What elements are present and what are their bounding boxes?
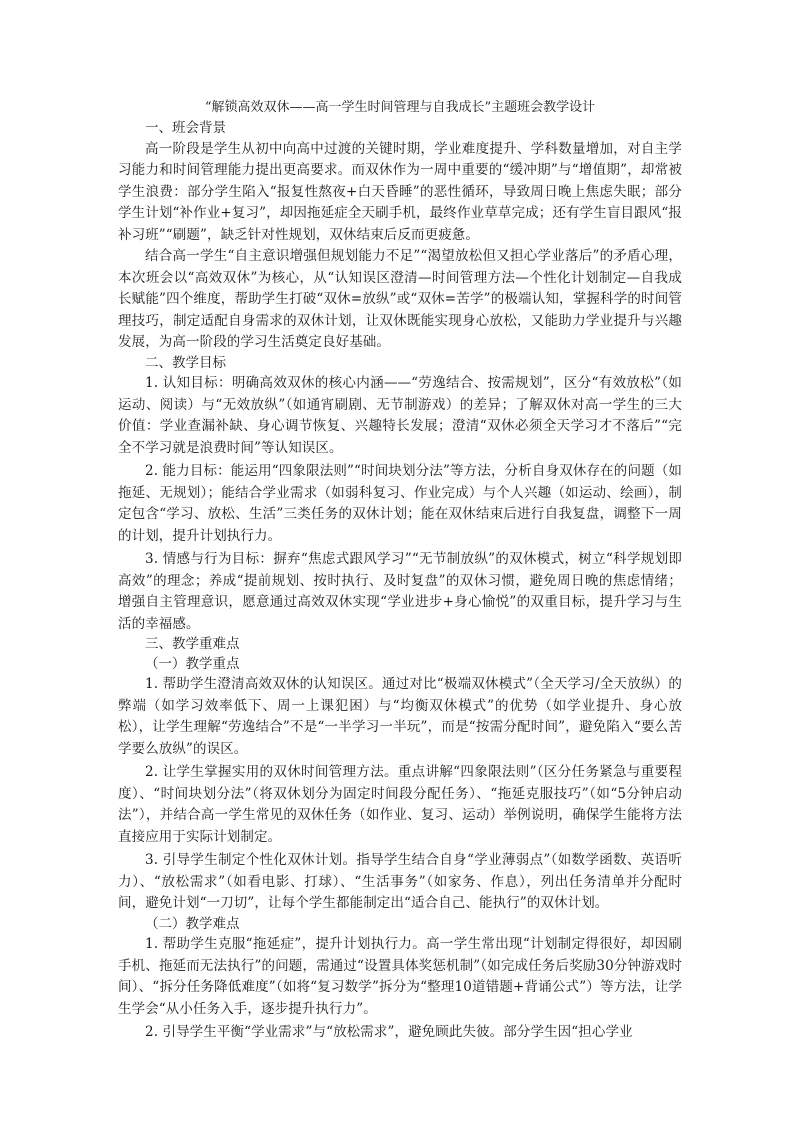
document-title: “解锁高效双休——高一学生时间管理与自我成长”主题班会教学设计 — [204, 100, 596, 115]
paragraph: 1. 帮助学生澄清高效双休的认知误区。通过对比“极端双休模式”（全天学习/全天放纵）的弊端（如学习效率低下、周一上课犯困）与“均衡双休模式”的优势（如学业提升、身心放松），让学生理解“劳逸结合”不是“一半学习一半玩”，而是“按需分配时间”，避免陷入“要么苦学要么放纵”的误区。 — [118, 676, 682, 757]
paragraph: 2. 让学生掌握实用的双休时间管理方法。重点讲解“四象限法则”（区分任务紧急与重要程度）、“时间块划分法”（将双休划分为固定时间段分配任务）、“拖延克服技巧”（如“5分钟启动法”），并结合高一学生常见的双休任务（如作业、复习、运动）举例说明，确保学生能将方法直接应用于实际计划制定。 — [118, 764, 682, 845]
document-body — [118, 98, 682, 1044]
section-heading-background: 一、班会背景 — [145, 120, 226, 136]
paragraph: 3. 情感与行为目标：摒弃“焦虑式跟风学习”“无节制放纵”的双休模式，树立“科学规划即高效”的理念；养成“提前规划、按时执行、及时复盘”的双休习惯，避免周日晚的焦虑情绪；增强自主管理意识，愿意通过高效双休实现“学业进步+身心愉悦”的双重目标，提升学习与生活的幸福感。 — [118, 551, 682, 632]
paragraph: 结合高一学生“自主意识增强但规划能力不足”“渴望放松但又担心学业落后”的矛盾心理，本次班会以“高效双休”为核心，从“认知误区澄清—时间管理方法—个性化计划制定—自我成长赋能”四个维度，帮助学生打破“双休=放纵”或“双休=苦学”的极端认知，掌握科学的时间管理技巧，制定适配自身需求的双休计划，让双休既能实现身心放松，又能助力学业提升与兴趣发展，为高一阶段的学习生活奠定良好基础。 — [118, 248, 682, 350]
paragraph: 1. 认知目标：明确高效双休的核心内涵——“劳逸结合、按需规划”，区分“有效放松”（如运动、阅读）与“无效放纵”（如通宵刷剧、无节制游戏）的差异；了解双休对高一学生的三大价值：学业查漏补缺、身心调节恢复、兴趣特长发展；澄清“双休必须全天学习才不落后”“完全不学习就是浪费时间”等认知误区。 — [118, 375, 682, 456]
subheading-difficulty: （二）教学难点 — [145, 915, 240, 932]
paragraph: 高一阶段是学生从初中向高中过渡的关键时期，学业难度提升、学科数量增加，对自主学习能力和时间管理能力提出更高要求。而双休作为一周中重要的“缓冲期”与“增值期”，却常被学生浪费：部分学生陷入“报复性熬夜+白天昏睡”的恶性循环，导致周日晚上焦虑失眠；部分学生计划“补作业+复习”，却因拖延症全天刷手机，最终作业草草完成；还有学生盲目跟风“报补习班”“刷题”，缺乏针对性规划，双休结束后反而更疲惫。 — [118, 140, 682, 243]
paragraph: 3. 引导学生制定个性化双休计划。指导学生结合自身“学业薄弱点”（如数学函数、英语听力）、“放松需求”（如看电影、打球）、“生活事务”（如家务、作息），列出任务清单并分配时间，避免计划“一刀切”，让每个学生都能制定出“适合自己、能执行”的双休计划。 — [118, 852, 682, 911]
paragraph: 2. 引导学生平衡“学业需求”与“放松需求”，避免顾此失彼。部分学生因“担心学业 — [145, 1024, 633, 1040]
paragraph: 2. 能力目标：能运用“四象限法则”“时间块划分法”等方法，分析自身双休存在的问题（如拖延、无规划）；能结合学业需求（如弱科复习、作业完成）与个人兴趣（如运动、绘画），制定包含“学习、放松、生活”三类任务的双休计划；能在双休结束后进行自我复盘，调整下一周的计划，提升计划执行力。 — [118, 463, 682, 544]
section-heading-key-points: 三、教学重难点 — [145, 636, 240, 652]
paragraph: 1. 帮助学生克服“拖延症”，提升计划执行力。高一学生常出现“计划制定得很好，却因刷手机、拖延而无法执行”的问题，需通过“设置具体奖惩机制”（如完成任务后奖励30分钟游戏时间）、“拆分任务降低难度”（如将“复习数学”拆分为“整理10道错题+背诵公式”）等方法，让学生学会“从小任务入手，逐步提升执行力”。 — [118, 936, 682, 1017]
section-heading-goals: 二、教学目标 — [145, 354, 226, 371]
subheading-focus: （一）教学重点 — [145, 655, 240, 672]
